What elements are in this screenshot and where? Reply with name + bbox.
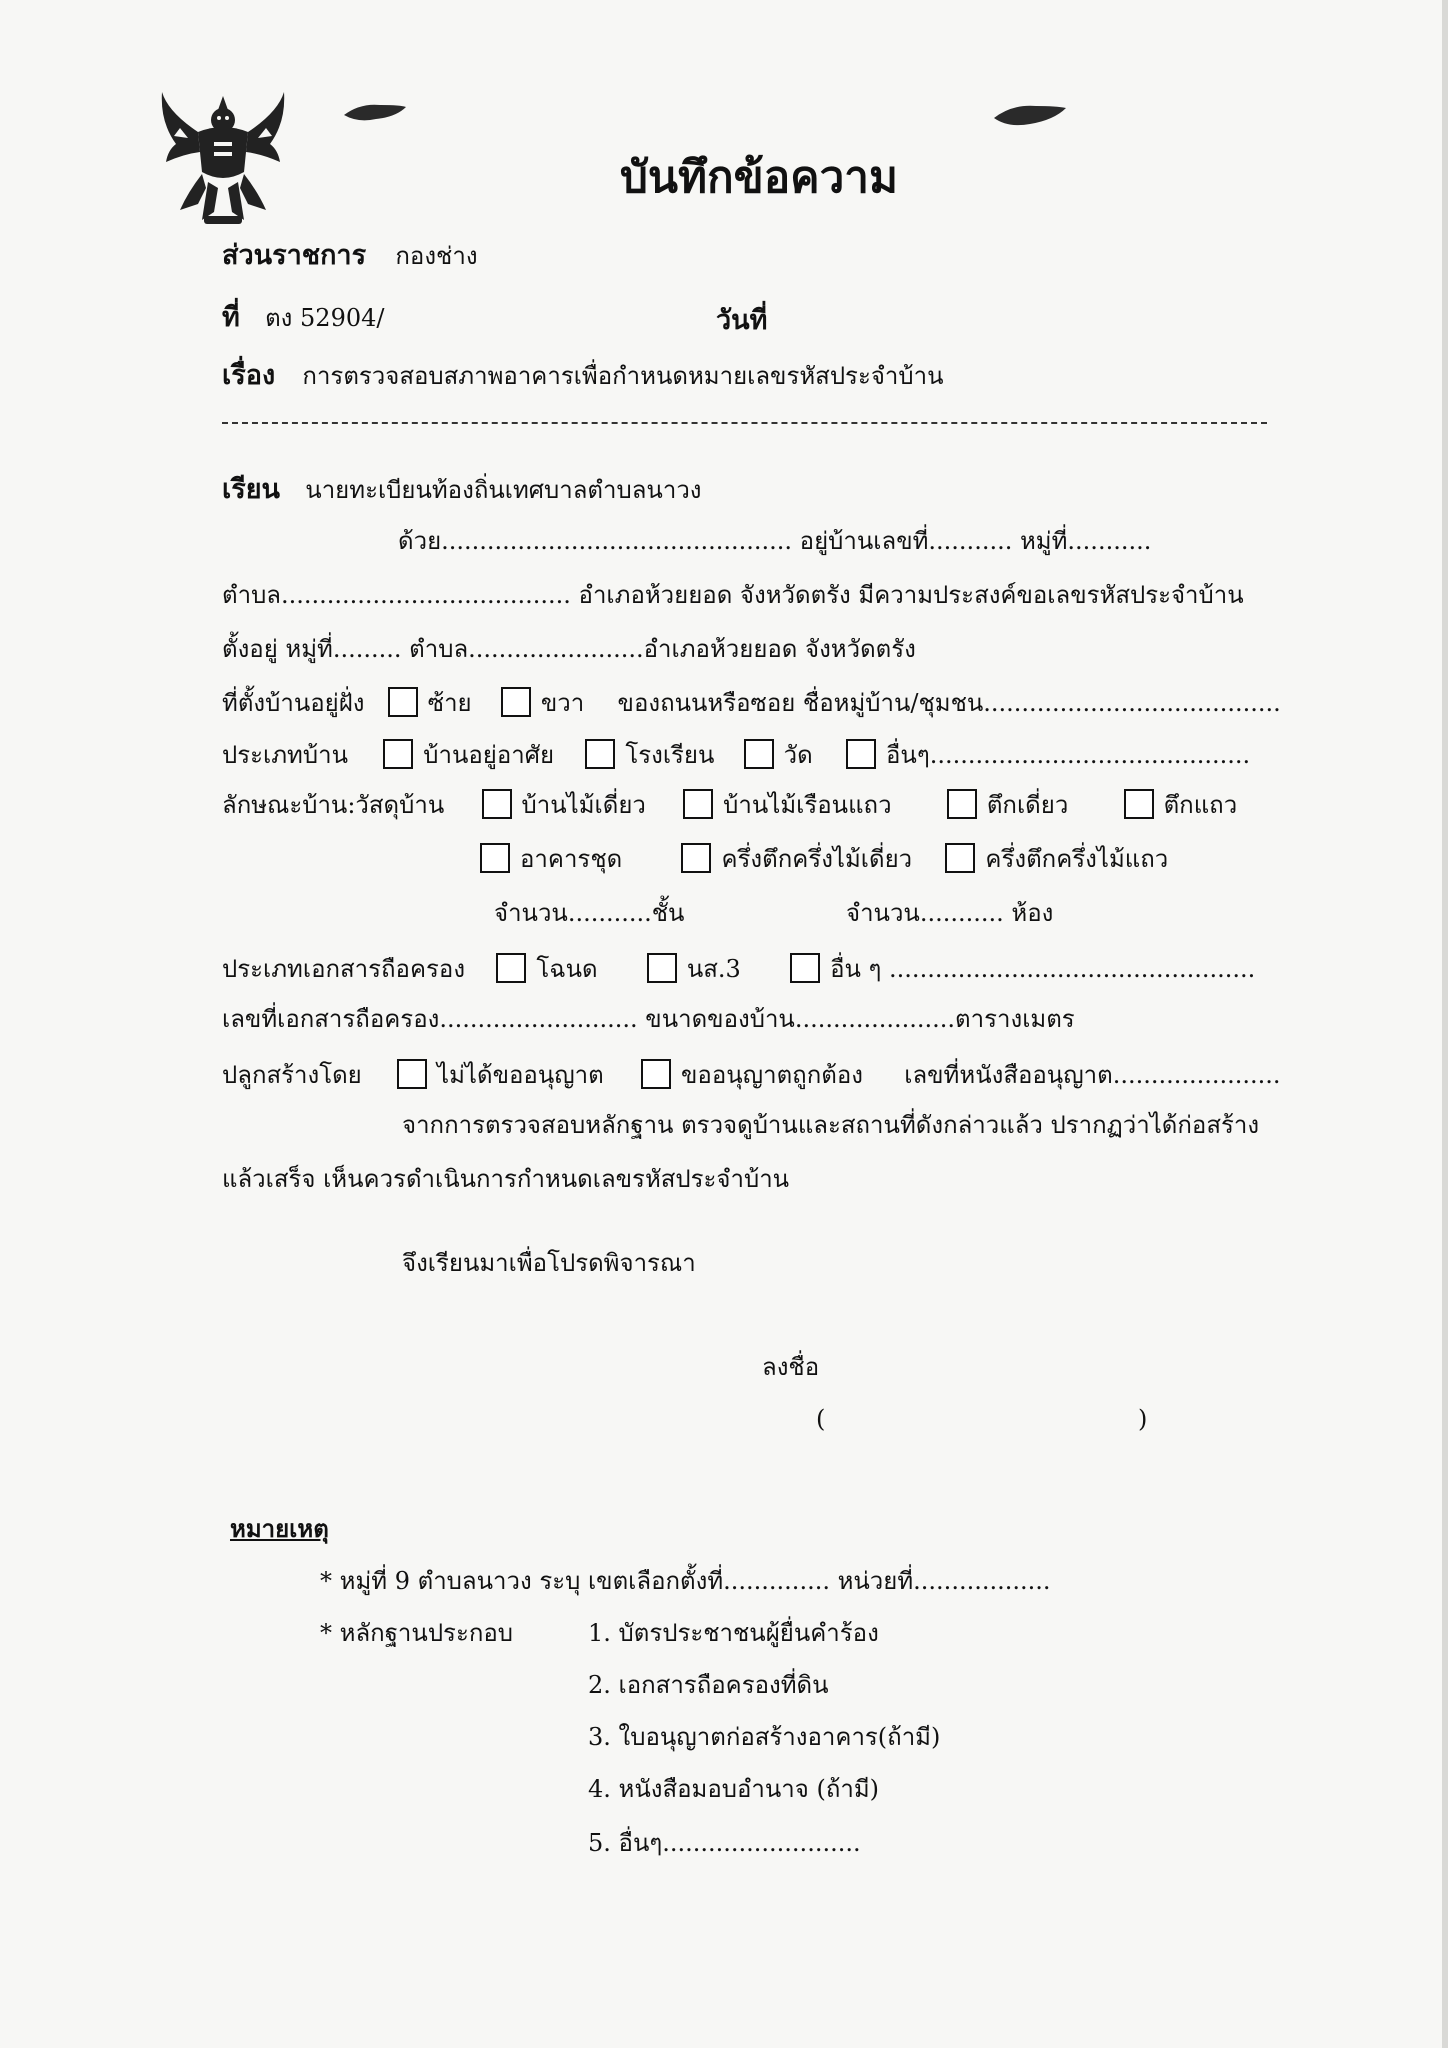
- punch-hole-left: [340, 97, 410, 127]
- material-opt4: ตึกแถว: [1163, 791, 1238, 819]
- agency-value: กองช่าง: [395, 242, 478, 270]
- checkbox-condo[interactable]: [480, 843, 510, 873]
- garuda-emblem-icon: [158, 92, 288, 232]
- paren-open: (: [816, 1405, 826, 1433]
- date-label: วันที่: [716, 305, 768, 336]
- material-label: ลักษณะบ้าน:วัสดุบ้าน: [222, 791, 445, 819]
- material-row-2: [480, 842, 1168, 876]
- notes-header: หมายเหตุ: [230, 1514, 329, 1543]
- evidence-item: 5. อื่นๆ..........................: [588, 1829, 861, 1857]
- note-2-label: * หลักฐานประกอบ: [320, 1619, 514, 1647]
- side-right-label: ขวา: [540, 689, 585, 717]
- checkbox-wood-row[interactable]: [683, 789, 713, 819]
- paren-close: ): [1138, 1405, 1148, 1433]
- checkbox-ns3[interactable]: [647, 953, 677, 983]
- location-line: ตั้งอยู่ หมู่ที่......... ตำบล.......................อำเภอห้วยยอด จังหวัดตรัง: [222, 635, 916, 663]
- side-left-label: ซ้าย: [427, 689, 472, 717]
- checkbox-other-type[interactable]: [846, 739, 876, 769]
- side-label: ที่ตั้งบ้านอยู่ฝั่ง: [222, 689, 365, 717]
- evidence-item: 1. บัตรประชาชนผู้ยื่นคำร้อง: [588, 1619, 879, 1647]
- side-row: [222, 686, 1281, 720]
- checkbox-half-row[interactable]: [945, 843, 975, 873]
- build-label: ปลูกสร้างโดย: [222, 1061, 362, 1089]
- material-opt3: ตึกเดี่ยว: [986, 791, 1069, 819]
- checkbox-school[interactable]: [585, 739, 615, 769]
- material-opt7: ครึ่งตึกครึ่งไม้แถว: [985, 845, 1169, 873]
- to-value: นายทะเบียนท้องถิ่นเทศบาลตำบลนาวง: [305, 476, 702, 504]
- doc-type-opt1: โฉนด: [536, 955, 598, 983]
- applicant-line: ด้วย.............................................. อยู่บ้านเลขที่........... หมู่ที่...........: [398, 527, 1152, 555]
- house-type-label: ประเภทบ้าน: [222, 741, 348, 769]
- house-type-opt4: อื่นๆ..........................................: [886, 741, 1251, 769]
- ref-row: [222, 302, 384, 334]
- floors-count: จำนวน...........ชั้น: [494, 899, 685, 927]
- page-edge: [1442, 0, 1448, 2048]
- material-opt1: บ้านไม้เดี่ยว: [521, 791, 646, 819]
- material-opt2: บ้านไม้เรือนแถว: [723, 791, 892, 819]
- material-opt5: อาคารชุด: [520, 845, 623, 873]
- build-opt2: ขออนุญาตถูกต้อง: [681, 1061, 863, 1089]
- checkbox-permit[interactable]: [641, 1059, 671, 1089]
- to-label: เรียน: [222, 474, 281, 505]
- to-row: [222, 474, 702, 506]
- checkbox-brick-single[interactable]: [947, 789, 977, 819]
- checkbox-other-doc[interactable]: [790, 953, 820, 983]
- conclusion-line-2: แล้วเสร็จ เห็นควรดำเนินการกำหนดเลขรหัสประจำบ้าน: [222, 1165, 790, 1193]
- evidence-item: 2. เอกสารถือครองที่ดิน: [588, 1671, 829, 1699]
- house-type-opt1: บ้านอยู่อาศัย: [423, 741, 555, 769]
- header-divider: [222, 422, 1267, 424]
- checkbox-chanote[interactable]: [496, 953, 526, 983]
- punch-hole-right: [990, 98, 1070, 132]
- doc-type-row: [222, 952, 1255, 986]
- checkbox-right[interactable]: [501, 687, 531, 717]
- ref-value: ตง 52904/: [265, 304, 385, 332]
- closing-text: จึงเรียนมาเพื่อโปรดพิจารณา: [402, 1249, 696, 1277]
- checkbox-wood-single[interactable]: [482, 789, 512, 819]
- checkbox-no-permit[interactable]: [397, 1059, 427, 1089]
- signature-label: ลงชื่อ: [762, 1353, 820, 1381]
- doc-type-opt2: นส.3: [686, 955, 741, 983]
- subject-row: [222, 360, 944, 392]
- checkbox-half-single[interactable]: [681, 843, 711, 873]
- note-1: * หมู่ที่ 9 ตำบลนาวง ระบุ เขตเลือกตั้งที่.............. หน่วยที่..................: [320, 1567, 1051, 1595]
- conclusion-line-1: จากการตรวจสอบหลักฐาน ตรวจดูบ้านและสถานที่ดังกล่าวแล้ว ปรากฏว่าได้ก่อสร้าง: [402, 1111, 1260, 1139]
- material-opt6: ครึ่งตึกครึ่งไม้เดี่ยว: [721, 845, 913, 873]
- checkbox-left[interactable]: [388, 687, 418, 717]
- evidence-item: 4. หนังสือมอบอำนาจ (ถ้ามี): [588, 1775, 880, 1803]
- ref-label: ที่: [222, 302, 240, 333]
- evidence-item: 3. ใบอนุญาตก่อสร้างอาคาร(ถ้ามี): [588, 1723, 941, 1751]
- checkbox-temple[interactable]: [744, 739, 774, 769]
- rooms-count: จำนวน........... ห้อง: [846, 899, 1054, 927]
- doc-type-label: ประเภทเอกสารถือครอง: [222, 955, 466, 983]
- house-type-opt2: โรงเรียน: [625, 741, 715, 769]
- material-row-1: [222, 788, 1237, 822]
- doc-number-line: เลขที่เอกสารถือครอง.......................... ขนาดของบ้าน.....................ตารางเมตร: [222, 1005, 1075, 1033]
- doc-type-opt3: อื่น ๆ ................................................: [830, 955, 1256, 983]
- subdistrict-line: ตำบล...................................... อำเภอห้วยยอด จังหวัดตรัง มีความประสงค์ขอเลขรหัสประจำบ้าน: [222, 581, 1244, 609]
- memo-title: บันทึกข้อความ: [620, 152, 899, 203]
- house-type-row: [222, 738, 1250, 772]
- checkbox-residence[interactable]: [383, 739, 413, 769]
- build-opt1: ไม่ได้ขออนุญาต: [437, 1061, 604, 1089]
- build-row: [222, 1058, 1281, 1092]
- subject-label: เรื่อง: [222, 360, 276, 391]
- side-tail: ของถนนหรือซอย ชื่อหมู่บ้าน/ชุมชน.......................................: [617, 689, 1281, 717]
- checkbox-brick-row[interactable]: [1124, 789, 1154, 819]
- build-tail: เลขที่หนังสืออนุญาต......................: [904, 1061, 1281, 1089]
- house-type-opt3: วัด: [783, 741, 813, 769]
- agency-row: [222, 240, 478, 272]
- subject-value: การตรวจสอบสภาพอาคารเพื่อกำหนดหมายเลขรหัสประจำบ้าน: [302, 362, 944, 390]
- agency-label: ส่วนราชการ: [222, 240, 367, 271]
